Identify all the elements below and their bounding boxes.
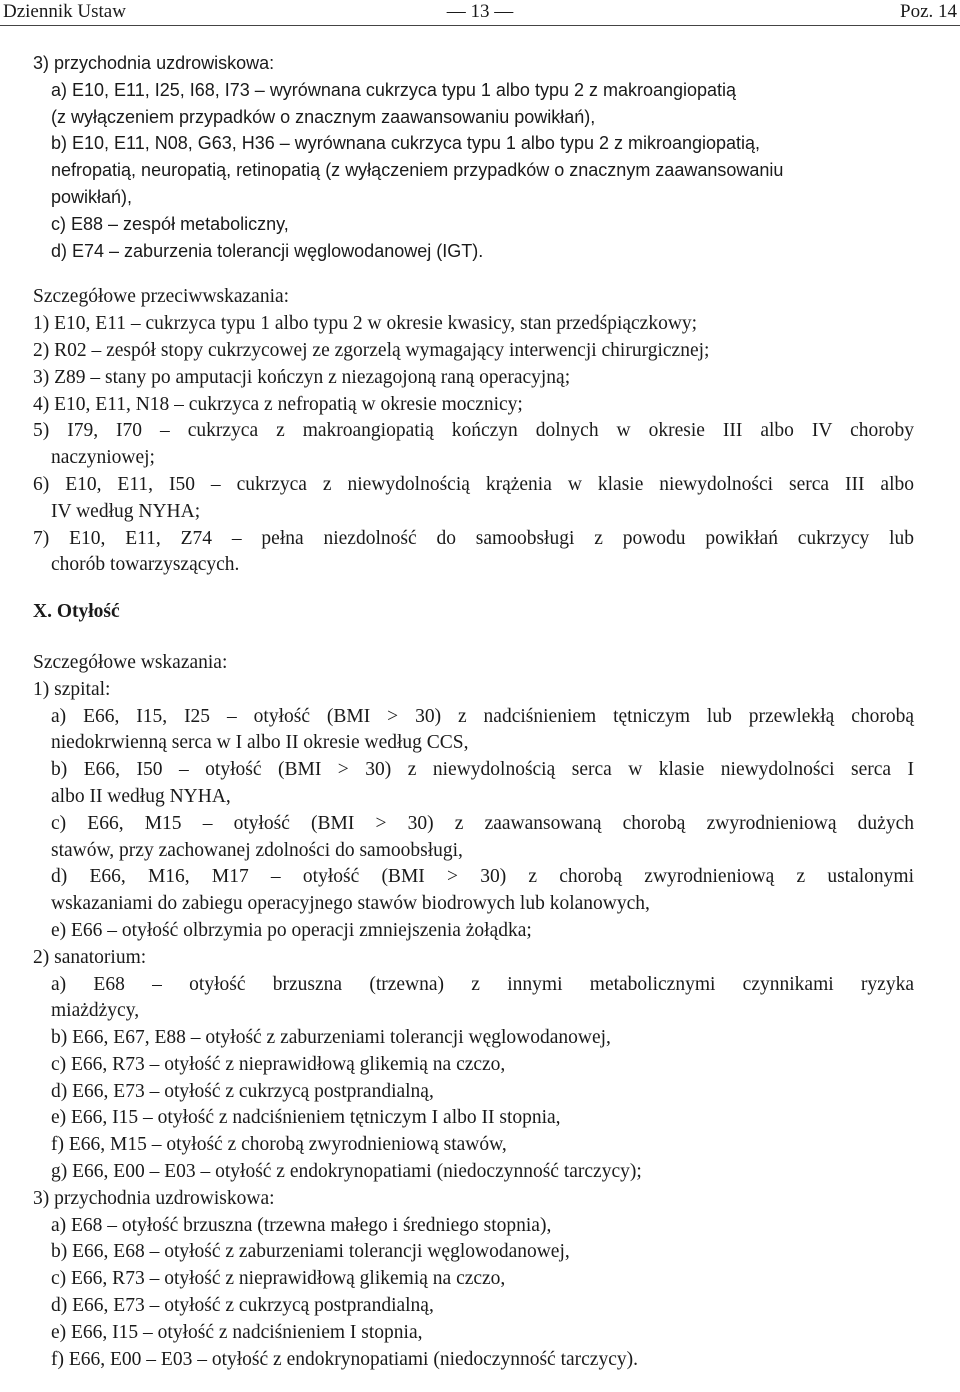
list-item: a) E68 – otyłość brzuszna (trzewna) z innymi metabolicznymi czynnikami ryzyka	[51, 973, 914, 995]
list-item-continuation: wskazaniami do zabiegu operacyjnego stawów biodrowych lub kolanowych,	[51, 893, 650, 915]
list-item: b) E66, E67, E88 – otyłość z zaburzeniami tolerancji węglowodanowej,	[51, 1027, 611, 1049]
list-item: 4) E10, E11, N18 – cukrzyca z nefropatią w okresie mocznicy;	[33, 393, 523, 415]
journal-name: Dziennik Ustaw	[3, 1, 126, 22]
list-item: d) E74 – zaburzenia tolerancji węglowodanowej (IGT).	[51, 240, 484, 261]
list-item: f) E66, M15 – otyłość z chorobą zwyrodnieniową stawów,	[51, 1134, 507, 1156]
header-rule	[0, 25, 960, 26]
list-item: c) E88 – zespół metaboliczny,	[51, 213, 289, 234]
section-heading: Szczegółowe wskazania:	[33, 651, 228, 673]
section-title: 3) przychodnia uzdrowiskowa:	[33, 53, 275, 73]
list-item: a) E10, E11, I25, I68, I73 – wyrównana cukrzyca typu 1 albo typu 2 z makroangiopatią	[51, 79, 737, 100]
list-item: d) E66, E73 – otyłość z cukrzycą postprandialną,	[51, 1295, 434, 1317]
list-item: d) E66, M16, M17 – otyłość (BMI > 30) z chorobą zwyrodnieniową z ustalonymi	[51, 866, 914, 888]
list-item-continuation: albo II według NYHA,	[51, 785, 231, 807]
list-item: c) E66, R73 – otyłość z nieprawidłową glikemią na czczo,	[51, 1053, 506, 1075]
list-item: b) E66, I50 – otyłość (BMI > 30) z niewydolnością serca w klasie niewydolności serca I	[51, 759, 914, 781]
subsection-title: 3) przychodnia uzdrowiskowa:	[33, 1187, 275, 1209]
list-item: g) E66, E00 – E03 – otyłość z endokrynopatiami (niedoczynność tarczycy);	[51, 1161, 642, 1183]
list-item-continuation: naczyniowej;	[51, 447, 155, 469]
page-header	[0, 0, 960, 26]
list-item: b) E66, E68 – otyłość z zaburzeniami tolerancji węglowodanowej,	[51, 1241, 570, 1263]
list-item: e) E66 – otyłość olbrzymia po operacji zmniejszenia żołądka;	[51, 919, 532, 941]
document-body	[33, 50, 914, 1373]
list-item: a) E68 – otyłość brzuszna (trzewna małego i średniego stopnia),	[51, 1214, 552, 1236]
list-item: c) E66, R73 – otyłość z nieprawidłową glikemią na czczo,	[51, 1268, 506, 1290]
list-item: 2) R02 – zespół stopy cukrzycowej ze zgorzelą wymagający interwencji chirurgicznej;	[33, 339, 710, 361]
page-number: — 13 —	[446, 1, 514, 22]
list-item-continuation: chorób towarzyszących.	[51, 554, 240, 576]
list-item: a) E66, I15, I25 – otyłość (BMI > 30) z nadciśnieniem tętniczym lub przewlekłą chorobą	[51, 705, 914, 727]
section-obesity-indications	[33, 650, 914, 1374]
section-contraindications	[33, 284, 914, 579]
list-item-continuation: nefropatią, neuropatią, retinopatią (z wyłączeniem przypadków o znacznym zaawansowaniu	[51, 160, 784, 181]
list-item: e) E66, I15 – otyłość z nadciśnieniem tętniczym I albo II stopnia,	[51, 1107, 561, 1129]
list-item-continuation: stawów, przy zachowanej zdolności do samoobsługi,	[51, 839, 463, 861]
chapter-title: X. Otyłość	[33, 601, 120, 623]
list-item-continuation: IV według NYHA;	[51, 500, 201, 522]
list-item: 3) Z89 – stany po amputacji kończyn z niezagojoną raną operacyjną;	[33, 366, 571, 388]
subsection-title: 2) sanatorium:	[33, 946, 147, 968]
list-item-continuation: niedokrwienną serca w I albo II okresie według CCS,	[51, 732, 469, 754]
list-item-continuation: powikłań),	[51, 186, 133, 207]
list-item: 6) E10, E11, I50 – cukrzyca z niewydolnością krążenia w klasie niewydolności serca III albo	[33, 473, 914, 495]
list-item: b) E10, E11, N08, G63, H36 – wyrównana cukrzyca typu 1 albo typu 2 z mikroangiopatią,	[51, 133, 761, 154]
position-number: Poz. 14	[900, 1, 957, 22]
list-item: 1) E10, E11 – cukrzyca typu 1 albo typu 2 w okresie kwasicy, stan przedśpiączkowy;	[33, 313, 698, 335]
list-item: e) E66, I15 – otyłość z nadciśnieniem I stopnia,	[51, 1321, 423, 1343]
section-heading: Szczegółowe przeciwwskazania:	[33, 286, 290, 308]
list-item: f) E66, E00 – E03 – otyłość z endokrynopatiami (niedoczynność tarczycy).	[51, 1348, 638, 1370]
list-item: 5) I79, I70 – cukrzyca z makroangiopatią kończyn dolnych w okresie III albo IV choroby	[33, 420, 914, 442]
list-item: c) E66, M15 – otyłość (BMI > 30) z zaawansowaną chorobą zwyrodnieniową dużych	[51, 812, 914, 834]
list-item-continuation: (z wyłączeniem przypadków o znacznym zaawansowaniu powikłań),	[51, 106, 596, 127]
list-item: d) E66, E73 – otyłość z cukrzycą postprandialną,	[51, 1080, 434, 1102]
subsection-title: 1) szpital:	[33, 678, 111, 700]
list-item: 7) E10, E11, Z74 – pełna niezdolność do samoobsługi z powodu powikłań cukrzycy lub	[33, 527, 914, 549]
section-clinic-diabetes	[33, 50, 914, 264]
list-item-continuation: miażdżycy,	[51, 1000, 140, 1022]
